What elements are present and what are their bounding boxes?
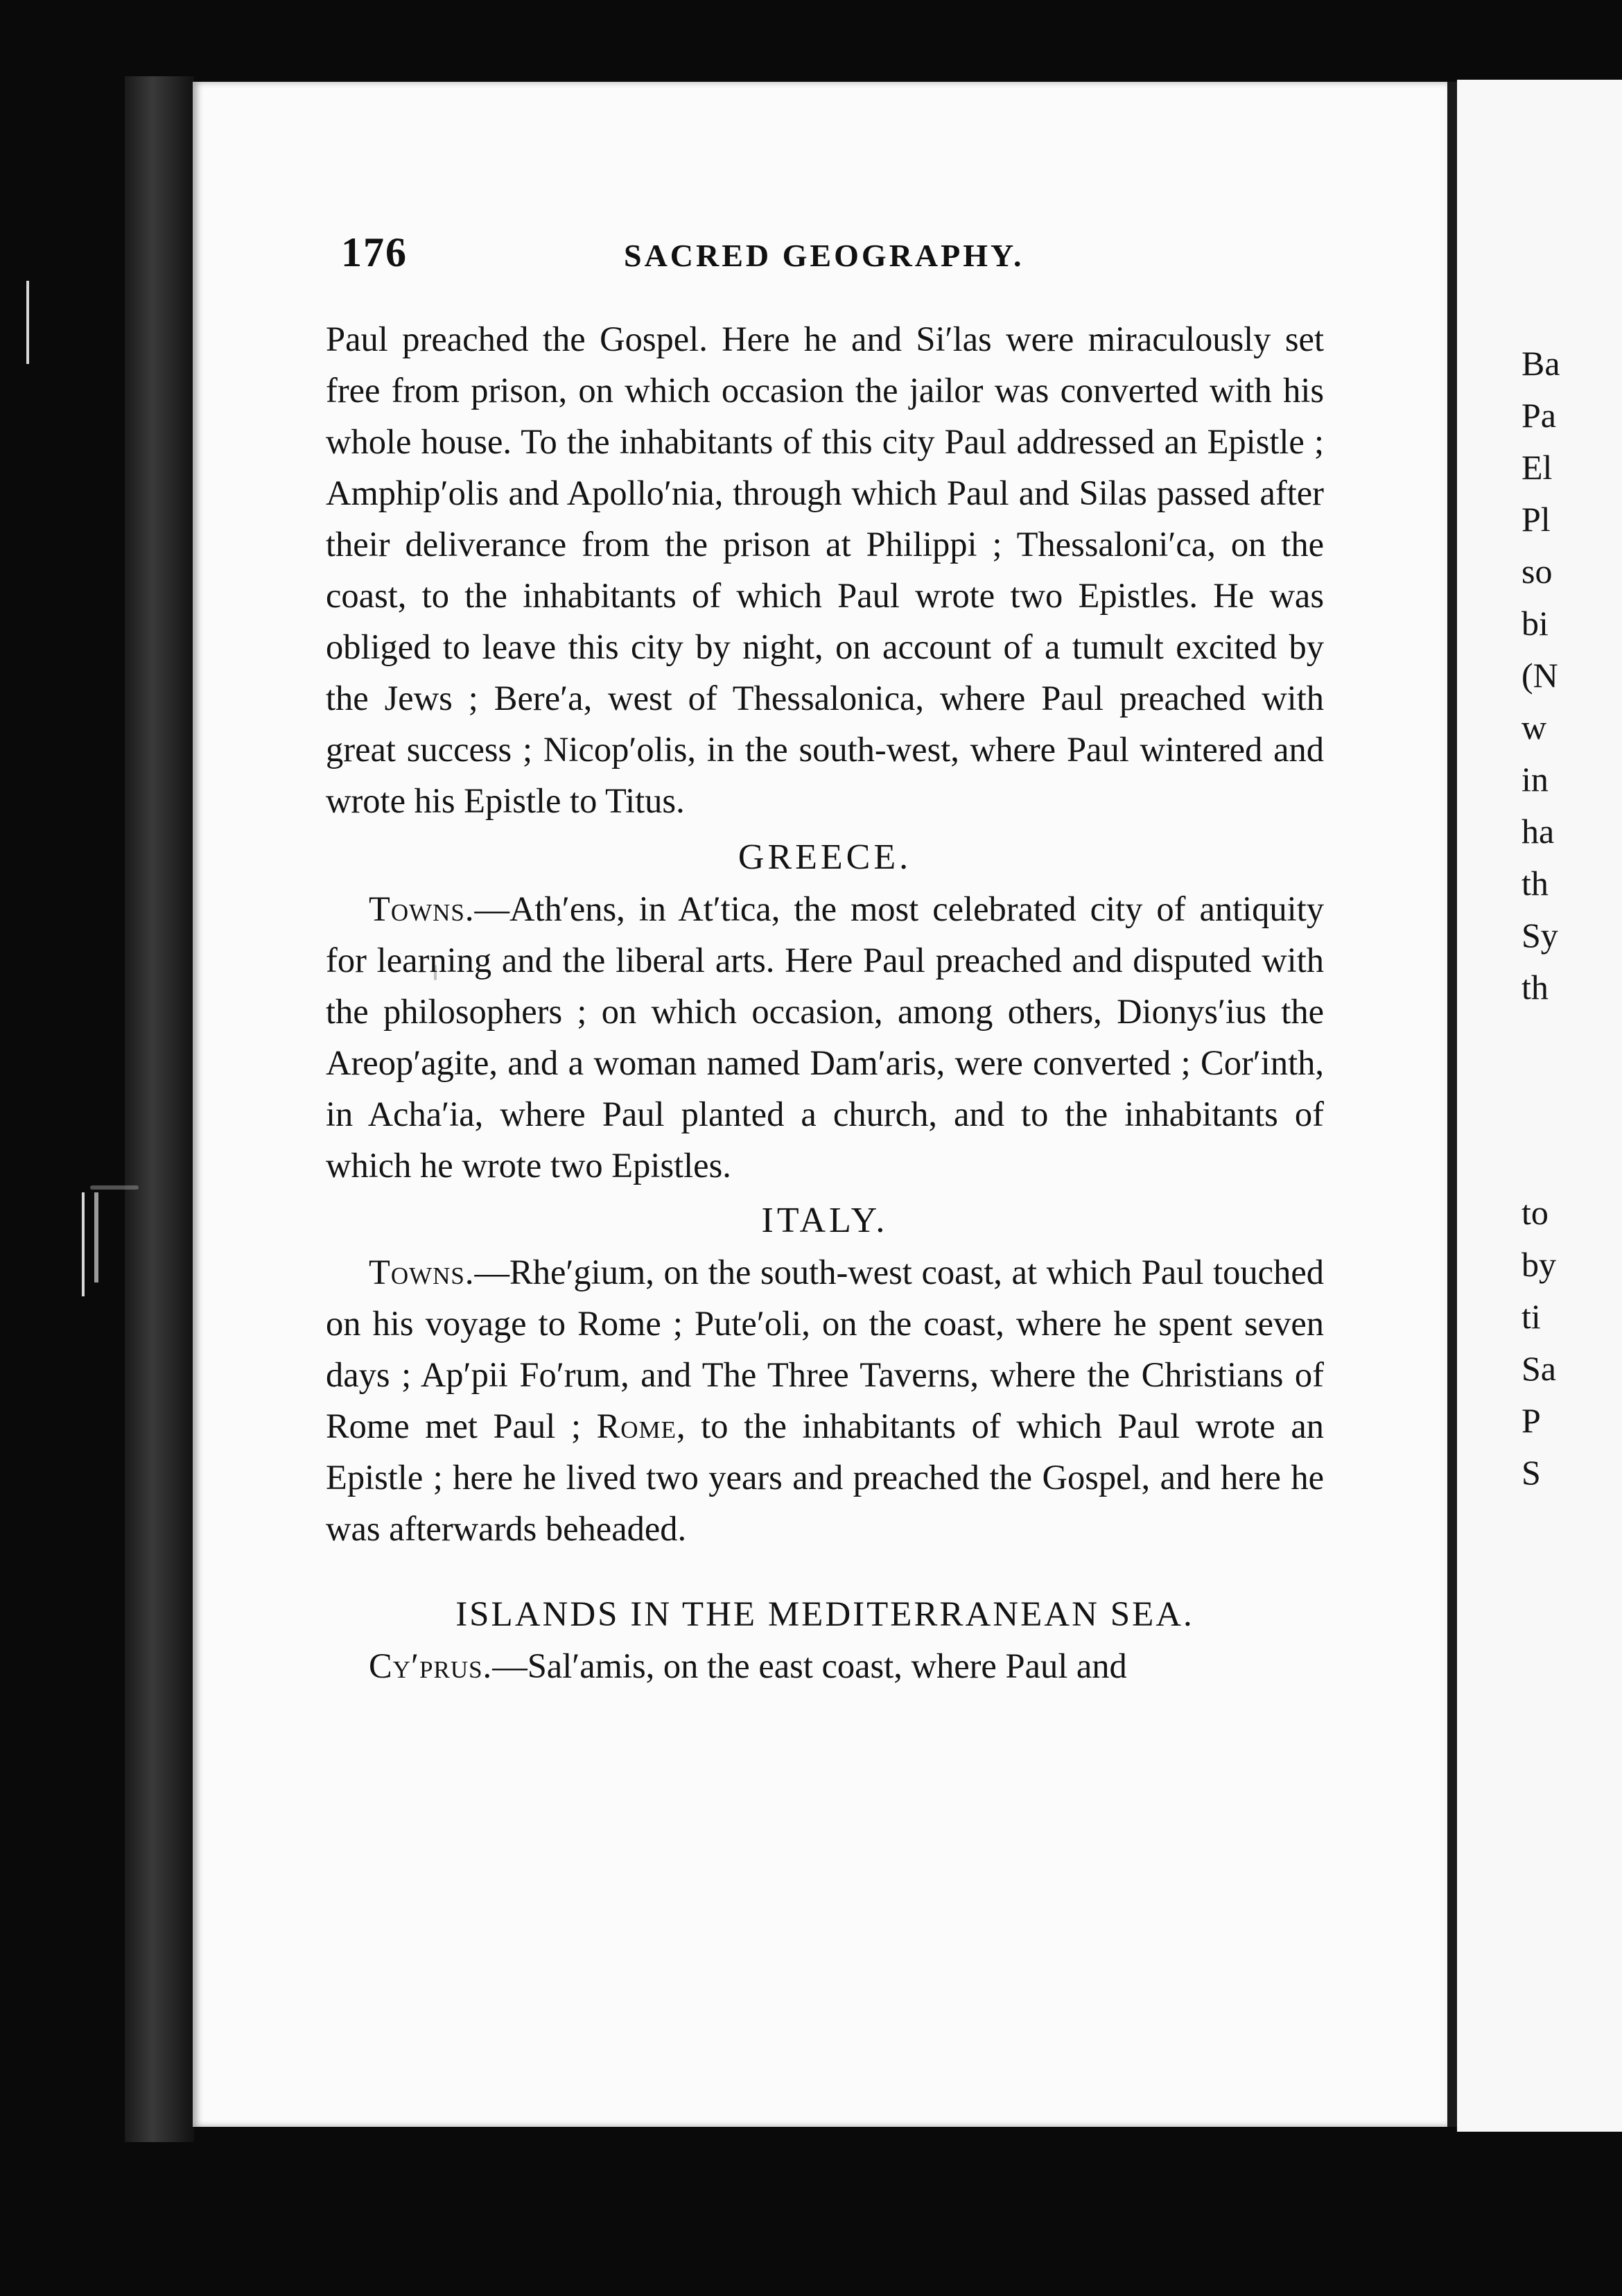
facing-page-fragment: Ba [1521, 344, 1560, 383]
facing-page-fragment: in [1521, 760, 1549, 799]
facing-page-fragment: Sa [1521, 1349, 1556, 1388]
facing-page-fragment: w [1521, 708, 1547, 747]
facing-page-fragment: (N [1521, 656, 1558, 695]
running-head: SACRED GEOGRAPHY. [624, 238, 1024, 273]
facing-page-fragment: th [1521, 968, 1549, 1007]
section-heading-greece: GREECE. [738, 837, 912, 877]
book-spine-edge [125, 76, 194, 2142]
facing-page-fragment: ha [1521, 812, 1555, 851]
facing-page-fragment: to [1521, 1193, 1549, 1232]
towns-label: Towns. [369, 1253, 475, 1292]
facing-page-fragment: th [1521, 864, 1549, 903]
edge-mark [94, 1192, 98, 1282]
italy-text-part2: , to the inhabitants of which Paul wrote an Epistle ; here he lived two years and preached the Gospel, and here he was afterwards beheaded. [326, 1407, 1324, 1548]
page-header [333, 229, 1317, 284]
page-body [326, 313, 1324, 1691]
greece-text: —Ath′ens, in At′tica, the most celebrated city of antiquity for learning and the liberal arts. Here Paul preached and disputed with the philosophers ; on which occasion, among others, Dionys′ius the Areop′agite, and a woman named Dam′aris, were converted ; Cor′inth, in Acha′ia, where Paul planted a church, and to the inhabitants of which he wrote two Epistles. [326, 889, 1324, 1185]
section-heading-islands: ISLANDS IN THE MEDITERRANEAN SEA. [455, 1595, 1194, 1634]
facing-page-fragment: Pl [1521, 500, 1551, 539]
page-gutter [1447, 82, 1457, 2127]
towns-label: Towns. [369, 889, 475, 928]
facing-page-fragment: Pa [1521, 396, 1556, 435]
cyprus-label: Cy′prus. [369, 1646, 493, 1685]
facing-page-fragment: by [1521, 1245, 1556, 1284]
cyprus-text: —Sal′amis, on the east coast, where Paul and [492, 1646, 1127, 1685]
intro-paragraph: Paul preached the Gospel. Here he and Si′las were miraculously set free from prison, on which occasion the jailor was converted with his whole house. To the inhabitants of this city Paul addressed an Epistle ; Amphip′olis and Apollo′nia, through which Paul and Silas passed after their deliverance from the prison at Philippi ; Thessaloni′ca, on the coast, to the inhabitants of which Paul wrote two Epistles. He was obliged to leave this city by night, on account of a tumult excited by the Jews ; Bere′a, west of Thessalonica, where Paul preached with great success ; Nicop′olis, in the south-west, where Paul wintered and wrote his Epistle to Titus. [326, 320, 1324, 820]
facing-page-fragment: so [1521, 552, 1553, 591]
facing-page-fragment: S [1521, 1453, 1541, 1492]
facing-page-fragment: El [1521, 448, 1553, 487]
facing-page-fragment: ti [1521, 1297, 1541, 1336]
print-smudge [90, 1185, 139, 1190]
italy-paragraph [326, 1246, 1324, 1554]
facing-page-fragment: bi [1521, 604, 1549, 643]
facing-page [1457, 80, 1622, 2132]
facing-page-fragment: Sy [1521, 916, 1558, 955]
edge-mark [82, 1192, 85, 1296]
section-heading-italy: ITALY. [761, 1201, 889, 1240]
greece-paragraph [326, 883, 1324, 1191]
edge-mark [26, 281, 29, 364]
cyprus-paragraph [326, 1640, 1324, 1691]
page-number: 176 [341, 229, 408, 275]
italy-text-part1: —Rhe′gium, on the south-west coast, at which Paul touched on his voyage to Rome ; Pute′oli, on the coast, where he spent seven days ; Ap′pii Fo′rum, and The Three Taverns, where the Christians of Rome met Paul ; [326, 1253, 1324, 1445]
facing-page-fragment: P [1521, 1401, 1541, 1440]
rome-label: Rome [596, 1407, 677, 1445]
